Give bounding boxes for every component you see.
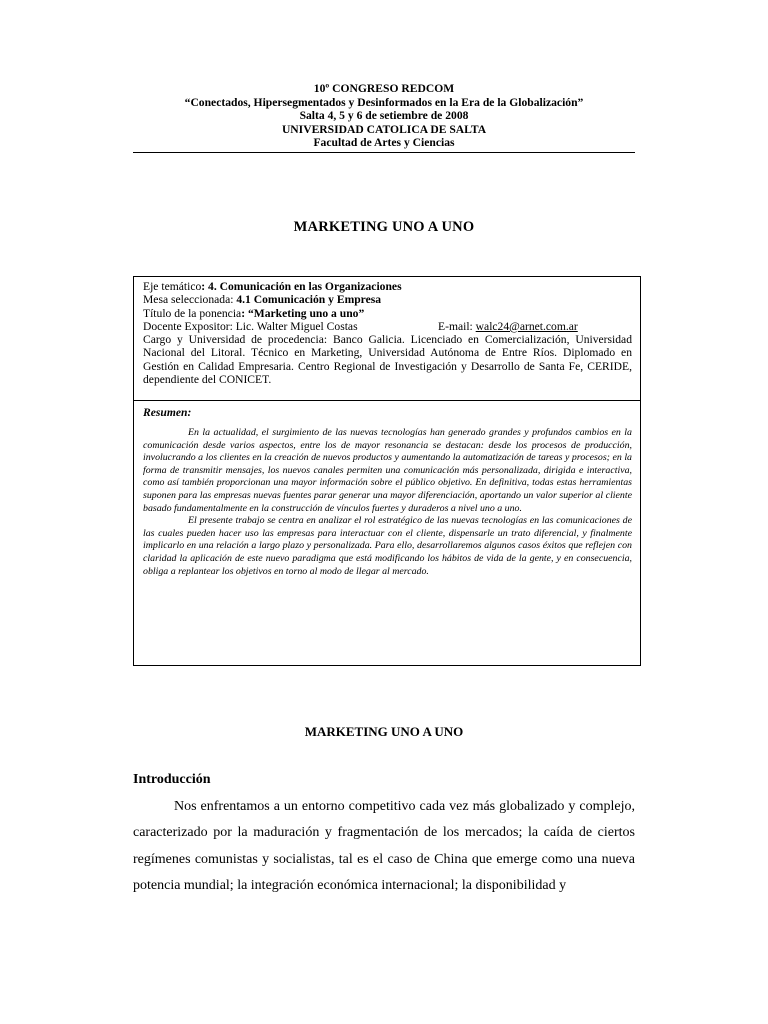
thematic-axis-line (143, 280, 632, 293)
email-line (438, 320, 578, 333)
paper-title-label: Título de la ponencia (143, 306, 242, 320)
conference-header (133, 82, 635, 150)
university-name: UNIVERSIDAD CATOLICA DE SALTA (281, 122, 487, 136)
thematic-axis-label: Eje temático (143, 280, 202, 293)
author-info (134, 277, 640, 401)
abstract-section (134, 401, 640, 578)
abstract-paragraph: En la actualidad, el surgimiento de las nuevas tecnologías han generado grandes y profundos cambios en la comunicación desde varios aspectos, entre los de mayor resonancia se destacan: desde los procesos de producción, involucrando a los clientes en la creación de nuevos productos y aumentando la automatización de tareas y procesos; en la forma de transmitir mensajes, los nuevos canales permiten una comunicación más personalizada, dirigida e interactiva, como así también proporcionan una mayor información sobre el público objetivo. En definitiva, todas estas herramientas suponen para las empresas nuevas fuentes parar generar una mayor diferenciación, aportando un valor superior al cliente basado fundamentalmente en la construcción de vínculos fuertes y duraderos a nivel uno a uno. (143, 427, 632, 514)
header-divider (133, 152, 635, 153)
conference-dates: Salta 4, 5 y 6 de setiembre de 2008 (299, 109, 469, 122)
introduction-heading: Introducción (133, 772, 211, 787)
presenter-line (143, 320, 632, 333)
paper-info-box (133, 276, 641, 666)
abstract-body (143, 427, 632, 578)
conference-name: 10º CONGRESO REDCOM (313, 82, 455, 95)
faculty-name: Facultad de Artes y Ciencias (313, 136, 455, 149)
conference-theme: “Conectados, Hipersegmentados y Desinformados en la Era de la Globalización” (184, 95, 584, 109)
panel-label: Mesa seleccionada: (143, 293, 237, 307)
thematic-axis-value: : 4. Comunicación en las Organizaciones (201, 280, 402, 293)
affiliation-text: Cargo y Universidad de procedencia: Banco Galicia. Licenciado en Comercialización, Universidad Nacional del Litoral. Técnico en Marketing, Universidad Autónoma de Entre Ríos. Diplomado en Gestión en Calidad Empresaria. Centro Regional de Investigación y Desarrollo de Santa Fe, CERIDE, dependiente del CONICET. (143, 333, 632, 387)
abstract-heading: Resumen: (143, 406, 192, 419)
panel-value: 4.1 Comunicación y Empresa (236, 293, 382, 307)
paper-title: MARKETING UNO A UNO (293, 219, 475, 235)
introduction-paragraph: Nos enfrentamos a un entorno competitivo cada vez más globalizado y complejo, caracterizado por la maduración y fragmentación de los mercados; la caída de ciertos regímenes comunistas y socialistas, tal es el caso de China que emerge como una nueva potencia mundial; la integración económica internacional; la disponibilidad y (133, 799, 635, 893)
panel-line (143, 293, 632, 306)
paper-title-value: : “Marketing uno a uno” (241, 306, 365, 320)
presenter-name: Docente Expositor: Lic. Walter Miguel Costas (143, 319, 358, 333)
email-label: E-mail: (438, 319, 476, 333)
paper-title-line (143, 307, 632, 320)
abstract-paragraph: El presente trabajo se centra en analizar el rol estratégico de las nuevas tecnologías en las comunicaciones de las cuales pueden hacer uso las empresas para interactuar con el cliente, dispensarle un trato diferencial, y finalmente implicarlo en una relación a largo plazo y personalizada. Para ello, desarrollaremos algunos casos éxitos que reflejen con claridad la aplicación de este nuevo paradigma que está modificando los hábitos de vida de la gente, y en consecuencia, obliga a replantear los objetivos en torno al modo de llegar al mercado. (143, 515, 632, 577)
email-link[interactable]: walc24@arnet.com.ar (475, 319, 578, 333)
introduction-body (133, 794, 635, 899)
section-title: MARKETING UNO A UNO (304, 724, 464, 739)
